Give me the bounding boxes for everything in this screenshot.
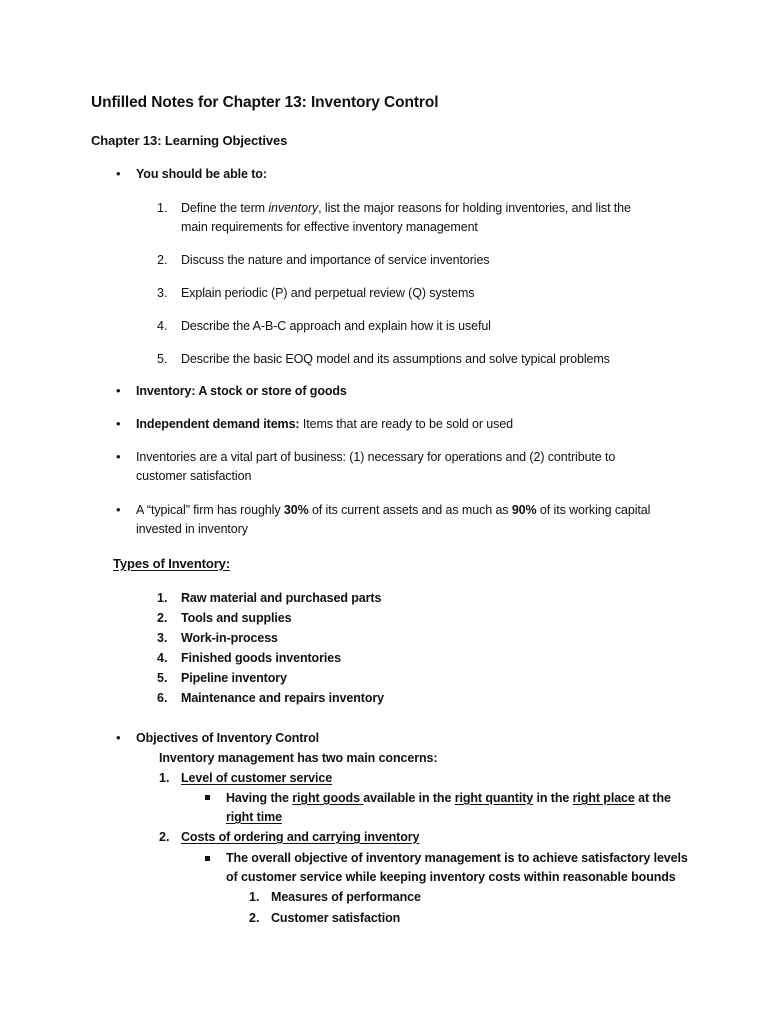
measure-item: Measures of performance — [271, 890, 421, 904]
vital-part-line1: Inventories are a vital part of business: (1) necessary for operations and (2) contribute to — [136, 450, 616, 464]
control-heading: Objectives of Inventory Control — [136, 731, 320, 745]
objective-1-cont: main requirements for effective inventory management — [181, 220, 478, 234]
document-title: Unfilled Notes for Chapter 13: Inventory Control — [91, 94, 439, 111]
objective-3: Explain periodic (P) and perpetual review (Q) systems — [181, 286, 475, 300]
list-number: 3. — [157, 631, 168, 645]
type-item: Finished goods inventories — [181, 651, 341, 665]
list-number: 3. — [157, 286, 168, 300]
typical-firm-line2: invested in inventory — [136, 522, 248, 536]
list-number: 4. — [157, 651, 168, 665]
bullet-icon: • — [116, 383, 121, 398]
square-bullet-icon — [205, 856, 210, 861]
list-number: 2. — [159, 830, 170, 844]
objective-1: Define the term inventory, list the major reasons for holding inventories, and list the — [181, 201, 631, 215]
concern-1-detail-cont: right time — [226, 810, 282, 824]
list-number: 1. — [249, 890, 260, 904]
type-item: Maintenance and repairs inventory — [181, 691, 385, 705]
objectives-heading: Chapter 13: Learning Objectives — [91, 133, 288, 148]
bullet-icon: • — [116, 730, 121, 745]
square-bullet-icon — [205, 795, 210, 800]
concern-1-detail: Having the right goods available in the right quantity in the right place at the — [226, 791, 671, 805]
list-number: 6. — [157, 691, 168, 705]
vital-part-line2: customer satisfaction — [136, 469, 252, 483]
list-number: 1. — [157, 591, 168, 605]
control-intro: Inventory management has two main concerns: — [159, 751, 438, 765]
list-number: 2. — [249, 911, 260, 925]
list-number: 4. — [157, 319, 168, 333]
type-item: Pipeline inventory — [181, 671, 287, 685]
typical-firm-line1: A “typical” firm has roughly 30% of its current assets and as much as 90% of its working capital — [136, 503, 651, 517]
list-number: 2. — [157, 253, 168, 267]
list-number: 1. — [159, 771, 170, 785]
types-heading: Types of Inventory: — [113, 556, 231, 571]
inventory-definition: Inventory: A stock or store of goods — [136, 384, 347, 398]
able-to-text: You should be able to: — [136, 167, 267, 181]
objective-5: Describe the basic EOQ model and its assumptions and solve typical problems — [181, 352, 610, 366]
type-item: Work-in-process — [181, 631, 278, 645]
type-item: Tools and supplies — [181, 611, 292, 625]
objective-4: Describe the A-B-C approach and explain how it is useful — [181, 319, 491, 333]
objective-2: Discuss the nature and importance of service inventories — [181, 253, 490, 267]
type-item: Raw material and purchased parts — [181, 591, 382, 605]
list-number: 2. — [157, 611, 168, 625]
bullet-icon: • — [116, 416, 121, 431]
list-number: 1. — [157, 201, 168, 215]
independent-demand: Independent demand items: Items that are ready to be sold or used — [136, 417, 513, 431]
bullet-icon: • — [116, 502, 121, 517]
bullet-icon: • — [116, 449, 121, 464]
concern-2-detail-line2: of customer service while keeping inventory costs within reasonable bounds — [226, 870, 676, 884]
list-number: 5. — [157, 671, 168, 685]
concern-2-detail-line1: The overall objective of inventory management is to achieve satisfactory levels — [226, 851, 688, 865]
concern-1: Level of customer service — [181, 771, 333, 785]
concern-2: Costs of ordering and carrying inventory — [181, 830, 420, 844]
bullet-icon: • — [116, 166, 121, 181]
measure-item: Customer satisfaction — [271, 911, 401, 925]
list-number: 5. — [157, 352, 168, 366]
